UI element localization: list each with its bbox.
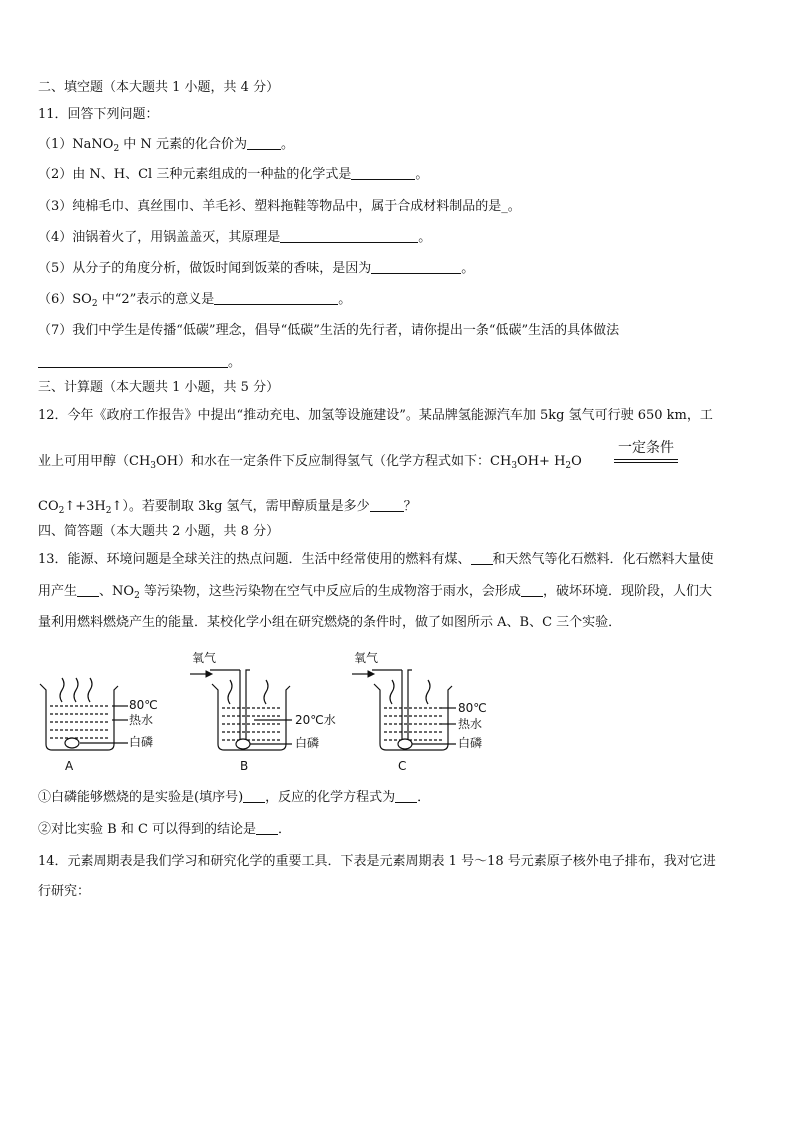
beaker-c [372, 670, 456, 750]
answer-blank [280, 230, 418, 243]
question-12-line-3: $CO_2↑+3H_2↑$）。若要制取 3kg 氢气，需甲醇质量是多少 ？ [38, 499, 417, 516]
section-heading-calculation: 三、计算题（本大题共 1 小题，共 5 分） [38, 380, 280, 395]
label-oxygen-b: 氧气 [192, 651, 217, 665]
label-a-water: 热水 [129, 713, 154, 727]
label-b: B [240, 759, 249, 773]
label-a-temp: 80℃ [129, 698, 158, 712]
answer-blank [370, 499, 404, 512]
beaker-b [210, 670, 292, 750]
question-11-part-6: $(6)SO_2$ 中“2”表示的意义是 。 [38, 292, 352, 309]
section-heading-fill-blank: 二、填空题（本大题共 1 小题，共 4 分） [38, 80, 280, 95]
answer-blank [521, 584, 543, 597]
label-a: A [65, 759, 74, 773]
answer-blank [243, 790, 265, 803]
reaction-condition: 一定条件 [614, 437, 678, 463]
answer-blank [371, 261, 461, 274]
label-c-water: 热水 [458, 717, 483, 731]
question-13-sub-2: ②对比实验 B 和 C 可以得到的结论是 ． [38, 822, 292, 837]
label-c-phosphorus: 白磷 [458, 736, 483, 750]
question-11-part-7: （7）我们中学生是传播“低碳”理念，倡导“低碳”生活的先行者，请你提出一条“低碳”生活的具体做法 [38, 323, 620, 338]
question-11-part-7-answer: 。 [38, 355, 756, 371]
label-c-temp: 80℃ [458, 701, 487, 715]
question-14-line-2: 行研究： [38, 884, 91, 899]
question-12-line-1: 12．今年《政府工作报告》中提出“推动充电、加氢等设施建设”。某品牌氢能源汽车加 5kg 氢气可行驶 650 km，工 [38, 408, 713, 423]
answer-blank [77, 584, 99, 597]
question-14-line-1: 14．元素周期表是我们学习和研究化学的重要工具．下表是元素周期表 1 号～18 号元素原子核外电子排布，我对它进 [38, 854, 716, 869]
answer-blank [471, 552, 493, 565]
question-11-part-4: （4）油锅着火了，用锅盖盖灭，其原理是 。 [38, 230, 432, 245]
arrow-c [352, 671, 374, 677]
question-13-line-3: 量利用燃料燃烧产生的能量．某校化学小组在研究燃烧的条件时，做了如图所示 A、B、C 三个实验． [38, 615, 622, 630]
answer-blank [38, 355, 228, 368]
question-13-line-1: 13．能源、环境问题是全球关注的热点问题．生活中经常使用的燃料有煤、 和天然气等化石燃料．化石燃料大量使 [38, 552, 714, 567]
question-13-line-2: 用产生 、$NO_2$ 等污染物，这些污染物在空气中反应后的生成物溶于雨水，会形成 ，破坏环境．现阶段，人们大 [38, 584, 712, 601]
combustion-experiment-figure [30, 646, 500, 776]
question-12-line-2: 业上可用甲醇$(CH_3OH)$和水在一定条件下反应制得氢气（化学方程式如下：$CH_3OH+ H_2O$ [38, 454, 582, 471]
answer-blank [256, 822, 278, 835]
question-11-part-1: （1）NaNO$_2$ 中 N 元素的化合价为 。 [38, 137, 294, 154]
question-11-part-5: （5）从分子的角度分析，做饭时闻到饭菜的香味，是因为 。 [38, 261, 475, 276]
beaker-a [40, 678, 128, 750]
section-heading-short-answer: 四、简答题（本大题共 2 小题，共 8 分） [38, 524, 280, 539]
label-b-phosphorus: 白磷 [295, 736, 320, 750]
answer-blank [214, 292, 338, 305]
answer-blank [395, 790, 417, 803]
question-11-part-3: （3）纯棉毛巾、真丝围巾、羊毛衫、塑料拖鞋等物品中，属于合成材料制品的是_。 [38, 199, 521, 214]
label-b-water: 20℃水 [295, 713, 336, 727]
answer-blank [351, 167, 415, 180]
question-11-stem: 11．回答下列问题： [38, 107, 159, 122]
arrow-b [190, 671, 212, 677]
question-11-part-2: （2）由 N、H、Cl 三种元素组成的一种盐的化学式是 。 [38, 167, 429, 182]
label-oxygen-c: 氧气 [354, 651, 379, 665]
label-c: C [398, 759, 407, 773]
label-a-phosphorus: 白磷 [129, 735, 154, 749]
answer-blank [247, 137, 281, 150]
question-13-sub-1: ①白磷能够燃烧的是实验是(填序号) ，反应的化学方程式为 ． [38, 790, 431, 805]
